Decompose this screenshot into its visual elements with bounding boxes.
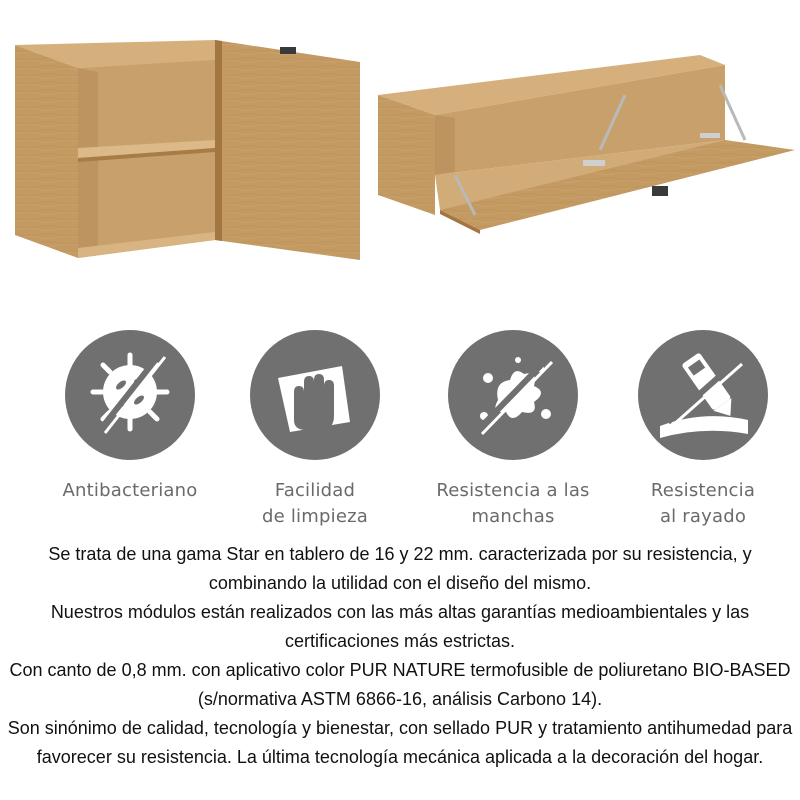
cleaning-hand-icon: [250, 330, 380, 460]
description-paragraph: Son sinónimo de calidad, tecnología y bienestar, con sellado PUR y tratamiento antihumedad para favorecer su resistencia. La última tecnología mecánica aplicada a la decoración del hogar.: [7, 718, 793, 767]
description-paragraph: Con canto de 0,8 mm. con aplicativo color PUR NATURE termofusible de poliuretano BIO-BASED (s/normativa ASTM 6866-16, análisis Carbono 14).: [9, 660, 791, 709]
description-paragraph: Nuestros módulos están realizados con las más altas garantías medioambientales y las certificaciones más estrictas.: [50, 602, 750, 651]
feature-label: Facilidad de limpieza: [262, 480, 368, 527]
features-row: [0, 330, 800, 530]
cutter-scratch-icon: [638, 330, 768, 460]
feature-antibacteriano: [35, 330, 225, 504]
wall-cabinet-flap-door: [378, 55, 795, 234]
feature-label: Resistencia a las manchas: [436, 480, 590, 527]
feature-label: Antibacteriano: [62, 480, 198, 501]
bacteria-icon: [65, 330, 195, 460]
wall-cabinet-open-door: [15, 40, 360, 260]
product-images: [0, 0, 800, 300]
feature-facilidad-limpieza: [220, 330, 410, 530]
product-description: [0, 540, 800, 772]
description-paragraph: Se trata de una gama Star en tablero de 16 y 22 mm. caracterizada por su resistencia, y combinando la utilidad con el diseño del mismo.: [48, 544, 752, 593]
feature-resistencia-manchas: [418, 330, 608, 530]
stain-splash-icon: [448, 330, 578, 460]
feature-resistencia-rayado: [608, 330, 798, 530]
feature-label: Resistencia al rayado: [650, 480, 756, 527]
